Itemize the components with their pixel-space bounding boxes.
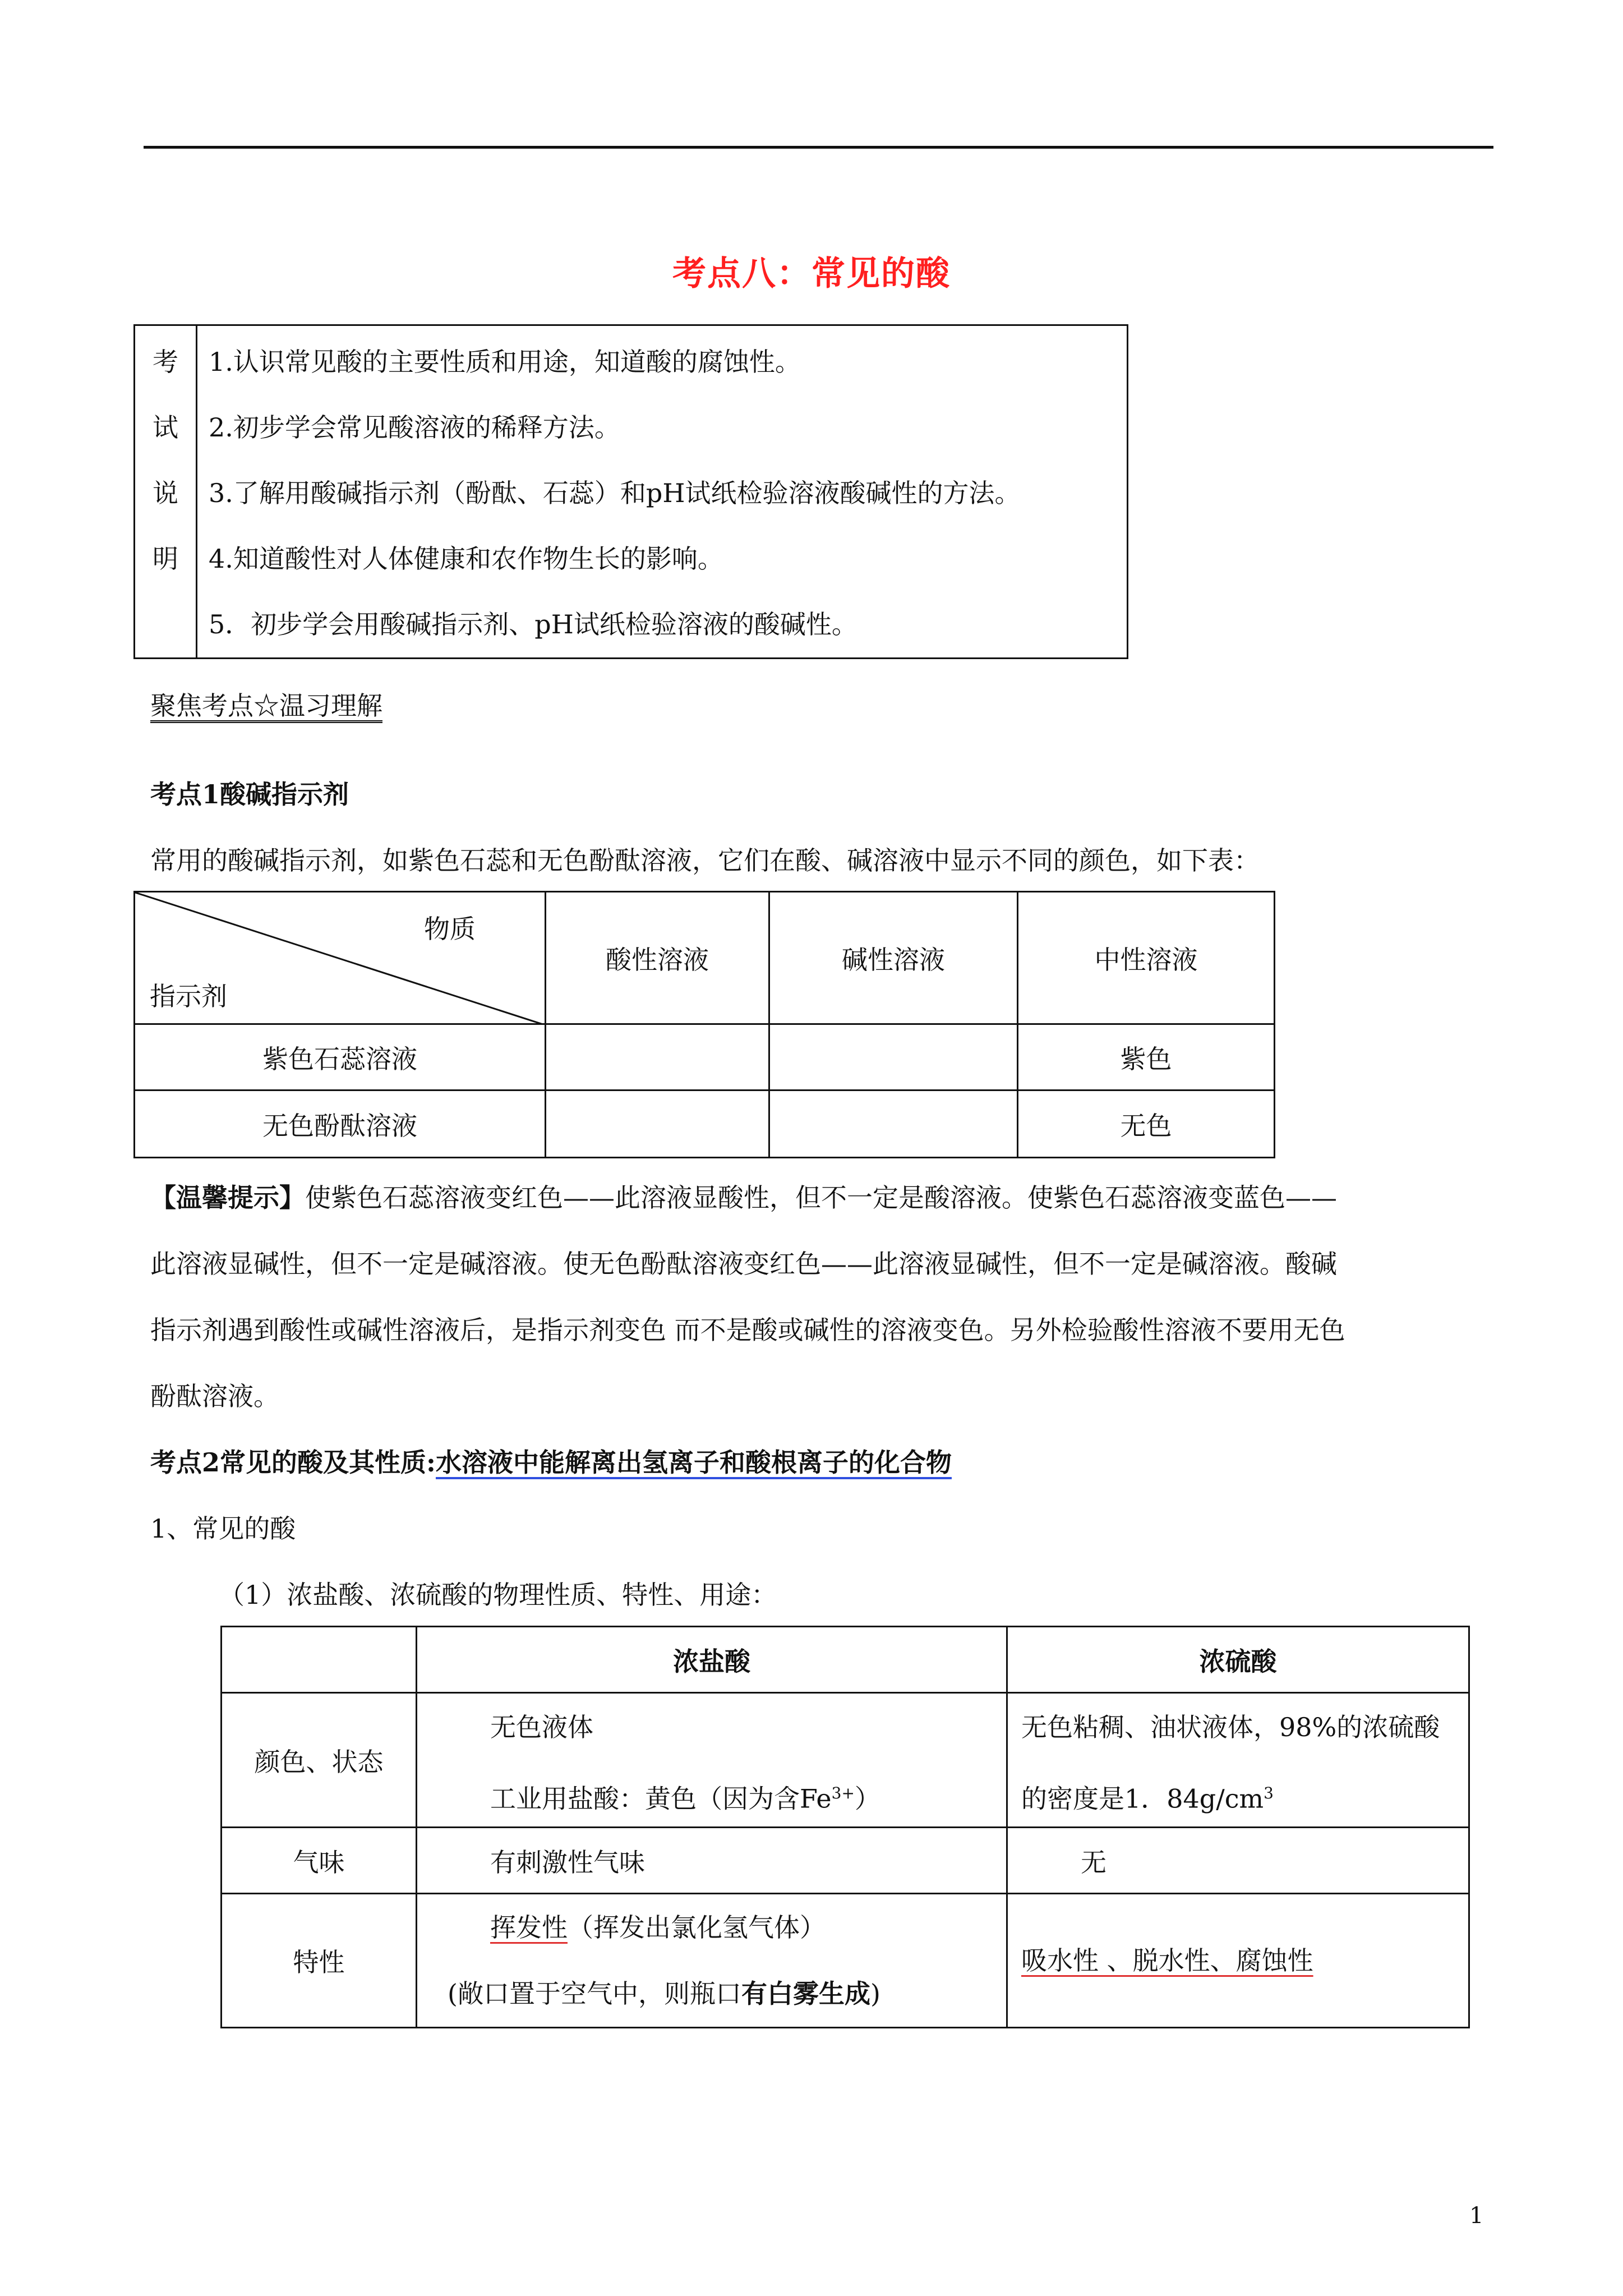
volatility-note: （挥发出氯化氢气体） [568,1912,826,1943]
hcl-trait-line [417,1961,1006,2027]
row-label: 气味 [222,1828,417,1894]
corner-top-label: 物质 [424,914,476,944]
tip-label: 【温馨提示】 [150,1182,305,1213]
header-rule [144,146,1493,149]
subheading: 1、常见的酸 [150,1513,296,1544]
point1-heading: 考点1酸碱指示剂 [150,779,349,809]
superscript: 3 [1264,1783,1274,1802]
row-label: 特性 [222,1894,417,2028]
tip-line: 指示剂遇到酸性或碱性溶液后，是指示剂变色 而不是酸或碱性的溶液变色。另外检验酸性溶液不要用无色 [150,1315,1345,1345]
hcl-color-cell [417,1693,1007,1828]
tip-line [150,1182,1337,1213]
point2-heading [150,1447,952,1478]
hcl-industrial-text: 工业用盐酸：黄色（因为含Fe [490,1783,832,1814]
h2so4-density-text: 的密度是1．84g/cm [1021,1783,1264,1814]
h2so4-trait-cell [1007,1894,1469,2028]
side-char: 试 [153,412,178,443]
volatility-term: 挥发性 [490,1912,568,1943]
corner-bottom-label: 指示剂 [150,981,227,1011]
table-cell [546,1091,769,1158]
h2so4-color-line [1021,1760,1468,1826]
h2so4-color-line: 无色粘稠、油状液体，98%的浓硫酸 [1021,1711,1440,1742]
diagonal-header-cell [135,892,546,1024]
header-basic: 碱性溶液 [769,892,1018,1024]
closing-paren: ) [870,1978,880,2009]
table-cell [546,1024,769,1091]
exam-side-label [135,325,197,659]
table-cell: 无色 [1018,1091,1275,1158]
tip-line: 酚酞溶液。 [150,1381,279,1411]
point2-heading-prefix: 考点2常见的酸及其性质: [150,1447,436,1478]
side-char: 说 [153,478,178,508]
row-label: 无色酚酞溶液 [135,1091,546,1158]
h2so4-smell: 无 [1007,1828,1469,1894]
hcl-trait-line [417,1894,1006,1961]
subheading: （1）浓盐酸、浓硫酸的物理性质、特性、用途： [219,1580,777,1610]
exam-requirements-table [133,324,1128,659]
exam-item: 4.知道酸性对人体健康和农作物生长的影响。 [209,544,723,574]
exam-item: 1.认识常见酸的主要性质和用途，知道酸的腐蚀性。 [209,347,801,377]
point1-intro: 常用的酸碱指示剂，如紫色石蕊和无色酚酞溶液，它们在酸、碱溶液中显示不同的颜色，如下表： [150,845,1260,876]
header-h2so4: 浓硫酸 [1007,1627,1469,1693]
hcl-trait-text: (敞口置于空气中，则瓶口 [448,1978,741,2009]
side-char: 考 [153,347,178,377]
table-cell [769,1024,1018,1091]
header-acidic: 酸性溶液 [546,892,769,1024]
header-hcl: 浓盐酸 [417,1627,1007,1693]
superscript: 3+ [831,1783,855,1802]
exam-items [197,325,1128,659]
h2so4-color-cell [1007,1693,1469,1828]
focus-heading: 聚焦考点☆温习理解 [150,691,382,721]
indicator-table [133,891,1275,1158]
exam-item: 3.了解用酸碱指示剂（酚酞、石蕊）和pH试纸检验溶液酸碱性的方法。 [209,478,1021,508]
white-fog-text: 有白雾生成 [741,1978,870,2009]
exam-item: 5．初步学会用酸碱指示剂、pH试纸检验溶液的酸碱性。 [209,609,857,639]
row-label: 颜色、状态 [222,1693,417,1828]
closing-paren: ） [854,1783,880,1814]
acid-properties-table [220,1626,1470,2028]
tip-line: 此溶液显碱性，但不一定是碱溶液。使无色酚酞溶液变红色——此溶液显碱性，但不一定是碱溶液。酸碱 [150,1249,1337,1279]
hcl-smell: 有刺激性气味 [417,1828,1007,1894]
row-label: 紫色石蕊溶液 [135,1024,546,1091]
table-cell: 紫色 [1018,1024,1275,1091]
page-number: 1 [1469,2203,1484,2229]
header-neutral: 中性溶液 [1018,892,1275,1024]
blank-corner-cell [222,1627,417,1693]
hcl-trait-cell [417,1894,1007,2028]
acid-definition: 水溶液中能解离出氢离子和酸根离子的化合物 [436,1447,952,1478]
table-cell [769,1091,1018,1158]
hcl-color-line: 无色液体 [490,1711,593,1742]
hcl-color-line [490,1760,1006,1826]
exam-item: 2.初步学会常见酸溶液的稀释方法。 [209,412,620,443]
page-title: 考点八：常见的酸 [672,254,951,293]
h2so4-traits: 吸水性 、脱水性、腐蚀性 [1021,1945,1313,1976]
side-char: 明 [153,544,178,574]
tip-text: 使紫色石蕊溶液变红色——此溶液显酸性，但不一定是酸溶液。使紫色石蕊溶液变蓝色—— [305,1182,1337,1213]
